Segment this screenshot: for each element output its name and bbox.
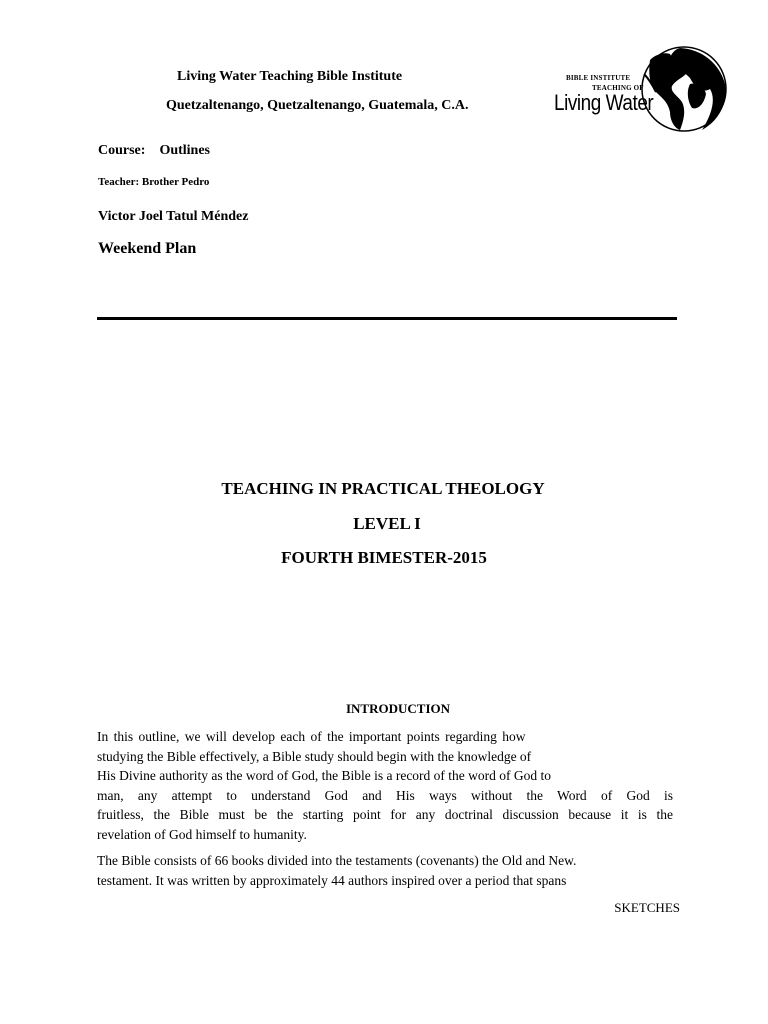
document-bimester: FOURTH BIMESTER-2015 — [281, 548, 487, 567]
logo-text-small: TEACHING OF — [592, 84, 644, 92]
intro-paragraph-2 — [97, 851, 673, 890]
course-value: Outlines — [159, 143, 211, 158]
paragraph-line: man, any attempt to understand God and His ways without the Word of God is — [97, 787, 673, 803]
course-line — [98, 143, 210, 159]
paragraph-line: studying the Bible effectively, a Bible study should begin with the knowledge of — [97, 748, 532, 764]
document-title: TEACHING IN PRACTICAL THEOLOGY — [221, 479, 545, 498]
logo-text-main: Living Water — [554, 90, 654, 115]
paragraph-line: The Bible consists of 66 books divided into the testaments (covenants) the Old and New. — [97, 853, 577, 868]
course-label: Course: — [98, 143, 146, 158]
sketches-label: SKETCHES — [614, 900, 680, 915]
institute-logo — [552, 44, 730, 138]
horizontal-divider — [97, 317, 677, 320]
plan-label: Weekend Plan — [98, 240, 197, 257]
paragraph-line: revelation of God himself to humanity. — [97, 826, 307, 842]
student-name: Victor Joel Tatul Méndez — [98, 209, 249, 224]
logo-text-small: BIBLE INSTITUTE — [566, 74, 631, 82]
intro-paragraph-1 — [97, 727, 673, 844]
paragraph-line: In this outline, we will develop each of the important points regarding how — [97, 729, 526, 744]
teacher-line: Teacher: Brother Pedro — [98, 176, 210, 188]
paragraph-line: fruitless, the Bible must be the starting point for any doctrinal discussion because it is the — [97, 807, 673, 822]
document-level: LEVEL I — [353, 514, 421, 533]
section-heading: INTRODUCTION — [345, 701, 450, 716]
paragraph-line: His Divine authority as the word of God, the Bible is a record of the word of God to — [97, 768, 552, 783]
institute-address: Quetzaltenango, Quetzaltenango, Guatemala, C.A. — [166, 98, 469, 113]
institute-name: Living Water Teaching Bible Institute — [177, 69, 403, 84]
paragraph-line: testament. It was written by approximately 44 authors inspired over a period that spans — [97, 872, 567, 888]
